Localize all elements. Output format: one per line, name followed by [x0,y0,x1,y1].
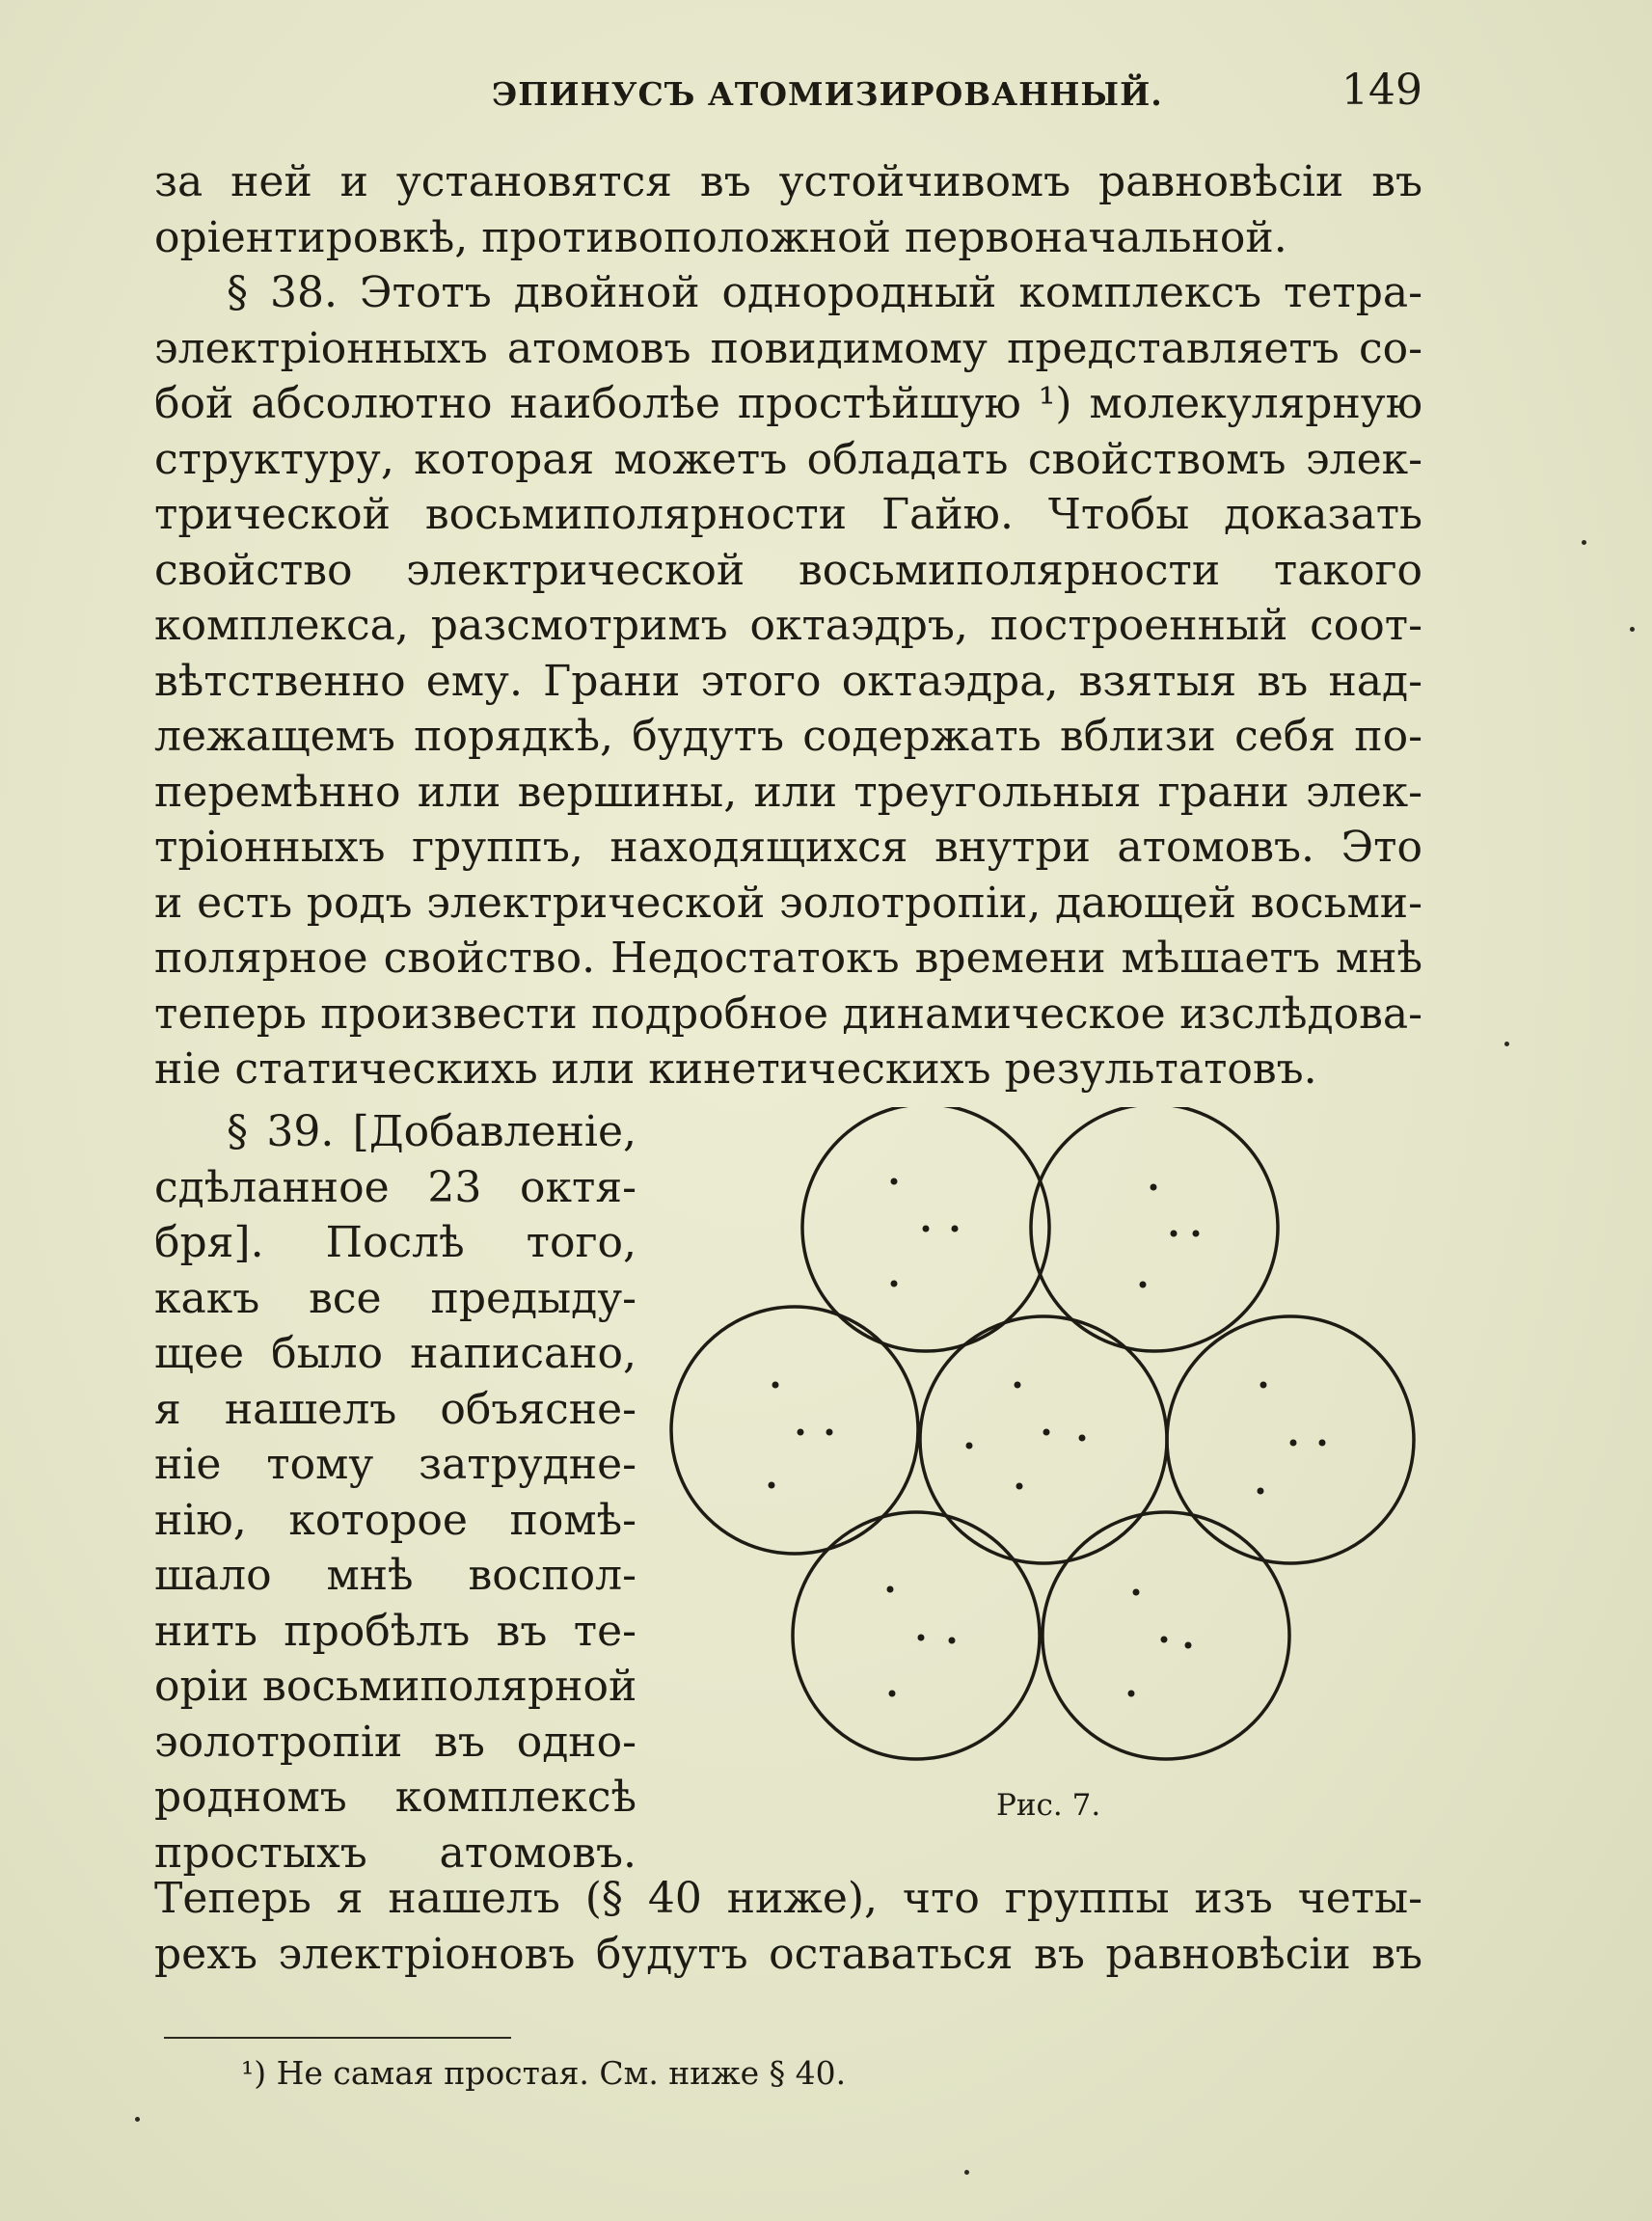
electrion-dot [891,1281,898,1287]
electrion-dot [769,1482,775,1489]
text-line: сдѣланное 23 октя- [154,1162,636,1212]
text-line: нію, которое помѣ- [154,1495,636,1545]
electrion-dot [826,1429,833,1436]
electrion-dot [1043,1429,1050,1436]
text-line: бря]. Послѣ того, [154,1218,636,1267]
text-line: ніе статическихь или кинетическихъ результатовъ. [154,1044,1317,1094]
electrion-dot [918,1635,925,1641]
atom-circle [1031,1107,1278,1351]
electrion-dot [1151,1184,1157,1191]
atom-circle [793,1512,1040,1759]
text-line: бой абсолютно наиболѣе простѣйшую ¹) молекулярную [154,379,1422,428]
text-line: лежащемъ порядкѣ, будутъ содержать вблизи себя по- [154,712,1422,761]
electrion-dot [1140,1282,1147,1288]
text-line: щее было написано, [154,1329,636,1378]
electrion-dot [772,1382,779,1389]
text-line: рехъ электріоновъ будутъ оставаться въ равновѣсіи въ [154,1929,1422,1979]
text-line: простыхъ атомовъ. [154,1828,636,1878]
text-line: трической восьмиполярности Гайю. Чтобы доказать [154,490,1422,539]
paper-speck [1504,1042,1509,1046]
text-line: шало мнѣ воспол- [154,1551,636,1600]
text-line: и есть родъ электрической эолотропіи, дающей восьми- [154,878,1422,928]
text-line: какъ все предыду- [154,1273,636,1323]
text-line: комплекса, разсмотримъ октаэдръ, построенный соот- [154,601,1422,650]
text-line: электріонныхъ атомовъ повидимому представляетъ со- [154,323,1422,373]
text-line: оріентировкѣ, противоположной первоначальной. [154,212,1287,262]
section-39-start: § 39. [Добавленіе, [227,1107,636,1156]
electrion-dot [1319,1440,1326,1447]
paper-speck [964,2170,969,2175]
text-line: свойство электрической восьмиполярности такого [154,545,1422,595]
electrion-dot [949,1638,956,1644]
text-line: нить пробѣлъ въ те- [154,1606,636,1656]
electrion-dot [1133,1589,1140,1596]
electrion-dot [1161,1637,1168,1643]
text-line: полярное свойство. Недостатокъ времени мѣшаетъ мнѣ [154,934,1422,983]
electrion-dot [1185,1642,1192,1649]
electrion-dot [966,1443,973,1449]
section-39-column [154,1104,636,1881]
paper-speck [135,2117,140,2122]
electrion-dot [1079,1435,1086,1442]
electrion-dot [1260,1382,1267,1389]
electrion-dot [1171,1231,1178,1237]
text-line: перемѣнно или вершины, или треугольныя грани элек- [154,767,1422,817]
text-line: оріи восьмиполярной [154,1662,637,1711]
text-line: структуру, которая можетъ обладать свойствомъ элек- [154,434,1422,484]
electrion-dot [798,1429,804,1436]
main-text-block [154,154,1422,1097]
electrion-dot [887,1586,894,1593]
figure-caption: Рис. 7. [996,1788,1101,1823]
text-line: Теперь я нашелъ (§ 40 ниже), что группы изъ четы- [154,1874,1422,1923]
footnote-rule [164,2037,511,2039]
electrion-dot [923,1226,930,1232]
atom-circle [1167,1316,1414,1563]
electrion-dot [1193,1231,1200,1237]
atom-circle [1043,1512,1289,1759]
text-line: ніе тому затрудне- [154,1440,636,1489]
footnote: ¹) Не самая простая. См. ниже § 40. [241,2054,847,2092]
text-line: теперь произвести подробное динамическое изслѣдова- [154,989,1422,1039]
text-line: тріонныхъ группъ, находящихся внутри атомовъ. Это [154,823,1422,872]
circle-packing-diagram [665,1107,1418,1811]
atom-circle [920,1316,1167,1563]
text-line: за ней и установятся въ устойчивомъ равновѣсіи въ [154,157,1422,206]
text-line: я нашелъ объясне- [154,1384,636,1434]
electrion-dot [1015,1382,1021,1389]
electrion-dot [1016,1483,1023,1490]
text-line: родномъ комплексѣ [154,1773,636,1822]
continuation-text [154,1871,1422,1982]
running-head: ЭПИНУСЪ АТОМИЗИРОВАННЫЙ. [492,75,1163,113]
page-number: 149 [1341,66,1422,115]
electrion-dot [891,1178,898,1185]
paper-speck [1582,540,1586,545]
section-38-start: § 38. Этотъ двойной однородный комплексъ тетра- [227,268,1422,317]
electrion-dot [1290,1440,1297,1447]
electrion-dot [1128,1691,1135,1697]
figure-7 [665,1107,1418,1811]
electrion-dot [1258,1488,1264,1495]
paper-speck [1630,627,1635,632]
electrion-dot [889,1691,896,1697]
text-line: эолотропіи въ одно- [154,1717,636,1767]
page-header [154,66,1422,123]
electrion-dot [952,1226,959,1232]
text-line: вѣтственно ему. Грани этого октаэдра, взятыя въ над- [154,656,1422,706]
